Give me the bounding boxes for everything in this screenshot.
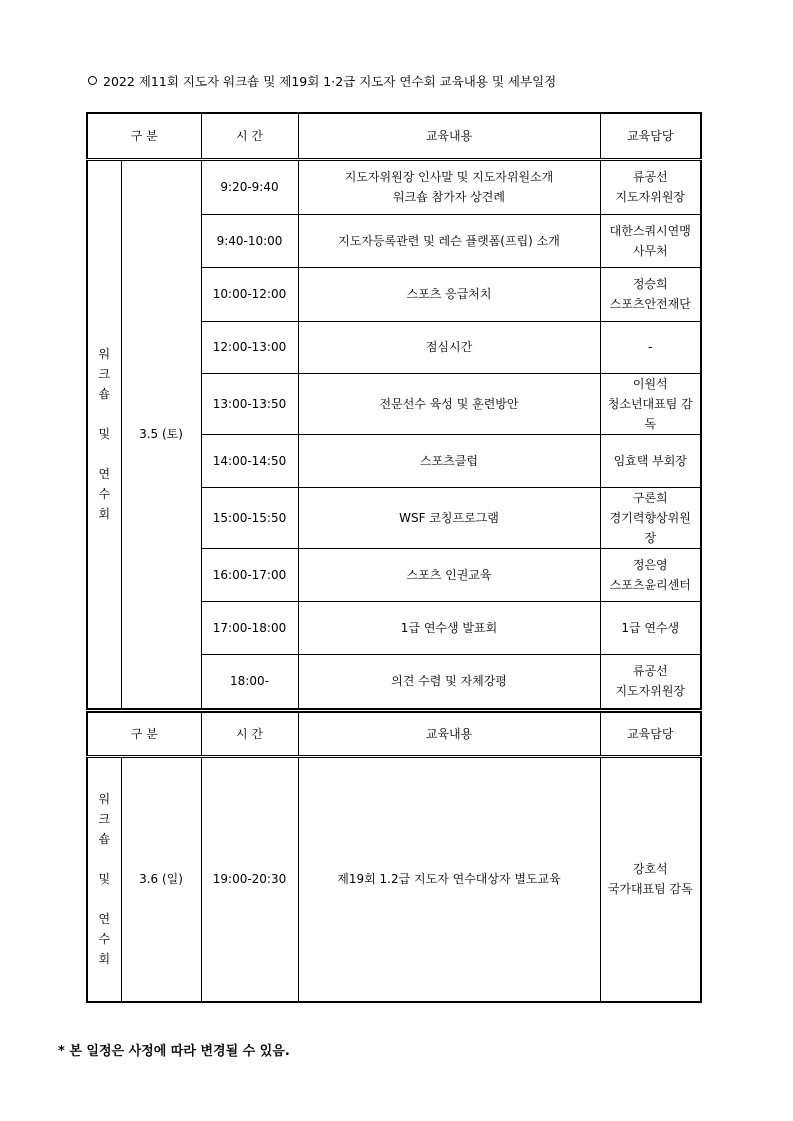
schedule-row [87, 159, 701, 214]
time-cell: 10:00-12:00 [201, 267, 298, 321]
content-cell [298, 159, 600, 214]
instructor-cell [600, 159, 701, 214]
group-label-char: 크 [98, 367, 111, 382]
page-title-text: 2022 제11회 지도자 워크숍 및 제19회 1·2급 지도자 연수회 교육내용 및 세부일정 [103, 74, 557, 89]
schedule-table-day2 [86, 711, 702, 1003]
group-label [87, 159, 121, 709]
cell-line: 스포츠안전재단 [609, 297, 691, 311]
table-header-row [87, 712, 701, 756]
content-cell [298, 487, 600, 548]
cell-line: 류공선 [632, 664, 668, 679]
cell-line: 정은영 [632, 557, 668, 572]
label-spacer [92, 849, 117, 869]
schedule-table-day1 [86, 112, 702, 710]
time-cell: 16:00-17:00 [201, 548, 298, 601]
instructor-cell [600, 601, 701, 654]
content-cell [298, 434, 600, 487]
cell-line: 스포츠 인권교육 [406, 567, 492, 582]
group-label-char: 워 [98, 347, 111, 362]
cell-line: 점심시간 [425, 340, 473, 354]
group-label [87, 756, 121, 1002]
header-content: 교육내용 [298, 113, 600, 159]
instructor-cell [600, 434, 701, 487]
cell-line: 경기력향상위원장 [609, 510, 691, 545]
date-cell: 3.5 (토) [121, 159, 201, 709]
content-cell [298, 321, 600, 373]
cell-line: 1급 연수생 [621, 620, 680, 635]
cell-line: 정승희 [632, 277, 668, 291]
instructor-cell [600, 373, 701, 434]
label-spacer [92, 444, 117, 464]
date-cell: 3.6 (일) [121, 756, 201, 1002]
content-cell [298, 214, 600, 267]
content-cell [298, 654, 600, 709]
time-cell: 9:40-10:00 [201, 214, 298, 267]
cell-line: 청소년대표팀 감독 [607, 396, 693, 431]
cell-line: 이원석 [632, 376, 668, 391]
instructor-cell [600, 548, 701, 601]
group-label-char: 수 [98, 932, 111, 947]
cell-line: 의견 수렴 및 자체강평 [391, 674, 507, 689]
cell-line: 1급 연수생 발표회 [400, 620, 498, 635]
footnote: * 본 일정은 사정에 따라 변경될 수 있음. [58, 1044, 290, 1059]
cell-line: 제19회 1.2급 지도자 연수대상자 별도교육 [337, 872, 561, 887]
content-cell [298, 373, 600, 434]
content-cell [298, 267, 600, 321]
instructor-cell [600, 756, 701, 1002]
instructor-cell [600, 487, 701, 548]
cell-line: 국가대표팀 감독 [607, 882, 693, 897]
cell-line: - [648, 340, 653, 354]
header-content: 교육내용 [298, 712, 600, 756]
cell-line: 전문선수 육성 및 훈련방안 [379, 396, 519, 411]
group-label-char: 회 [98, 952, 111, 967]
group-label-char: 숍 [98, 832, 111, 847]
cell-line: 임효택 부회장 [613, 453, 687, 468]
header-category: 구 분 [87, 712, 201, 756]
group-label-char: 수 [98, 487, 111, 502]
header-instructor: 교육담당 [600, 113, 701, 159]
label-spacer [92, 404, 117, 424]
cell-line: 강호석 [632, 862, 668, 877]
time-cell: 19:00-20:30 [201, 756, 298, 1002]
header-time: 시 간 [201, 113, 298, 159]
header-time: 시 간 [201, 712, 298, 756]
circle-bullet-icon [88, 76, 97, 85]
time-cell: 17:00-18:00 [201, 601, 298, 654]
group-label-char: 연 [98, 467, 111, 482]
group-label-char: 및 [98, 872, 111, 887]
header-category: 구 분 [87, 113, 201, 159]
cell-line: 구론희 [632, 490, 668, 505]
instructor-cell [600, 321, 701, 373]
content-cell [298, 548, 600, 601]
time-cell: 13:00-13:50 [201, 373, 298, 434]
group-label-char: 숍 [98, 387, 111, 402]
instructor-cell [600, 654, 701, 709]
page-title [88, 72, 556, 90]
cell-line: 지도자위원장 [615, 190, 686, 204]
time-cell: 14:00-14:50 [201, 434, 298, 487]
group-label-char: 연 [98, 912, 111, 927]
cell-line: 스포츠클럽 [420, 453, 478, 468]
cell-line: 지도자등록관련 및 레슨 플랫폼(프립) 소개 [338, 233, 560, 248]
cell-line: 류공선 [632, 170, 668, 184]
group-label-char: 및 [98, 427, 111, 442]
schedule-row [87, 756, 701, 1002]
time-cell: 18:00- [201, 654, 298, 709]
cell-line: 스포츠 응급처치 [406, 287, 492, 301]
time-cell: 9:20-9:40 [201, 159, 298, 214]
group-label-char: 회 [98, 507, 111, 522]
group-label-char: 크 [98, 812, 111, 827]
cell-line: 워크숍 참가자 상견례 [393, 190, 505, 204]
table-header-row [87, 113, 701, 159]
instructor-cell [600, 214, 701, 267]
cell-line: 지도자위원장 인사말 및 지도자위원소개 [344, 170, 554, 184]
cell-line: 스포츠윤리센터 [609, 577, 691, 592]
instructor-cell [600, 267, 701, 321]
cell-line: WSF 코칭프로그램 [399, 510, 499, 525]
cell-line: 사무처 [632, 243, 668, 258]
label-spacer [92, 889, 117, 909]
content-cell [298, 756, 600, 1002]
cell-line: 대한스쿼시연맹 [609, 223, 691, 238]
header-instructor: 교육담당 [600, 712, 701, 756]
cell-line: 지도자위원장 [615, 684, 686, 699]
time-cell: 12:00-13:00 [201, 321, 298, 373]
time-cell: 15:00-15:50 [201, 487, 298, 548]
content-cell [298, 601, 600, 654]
group-label-char: 워 [98, 792, 111, 807]
